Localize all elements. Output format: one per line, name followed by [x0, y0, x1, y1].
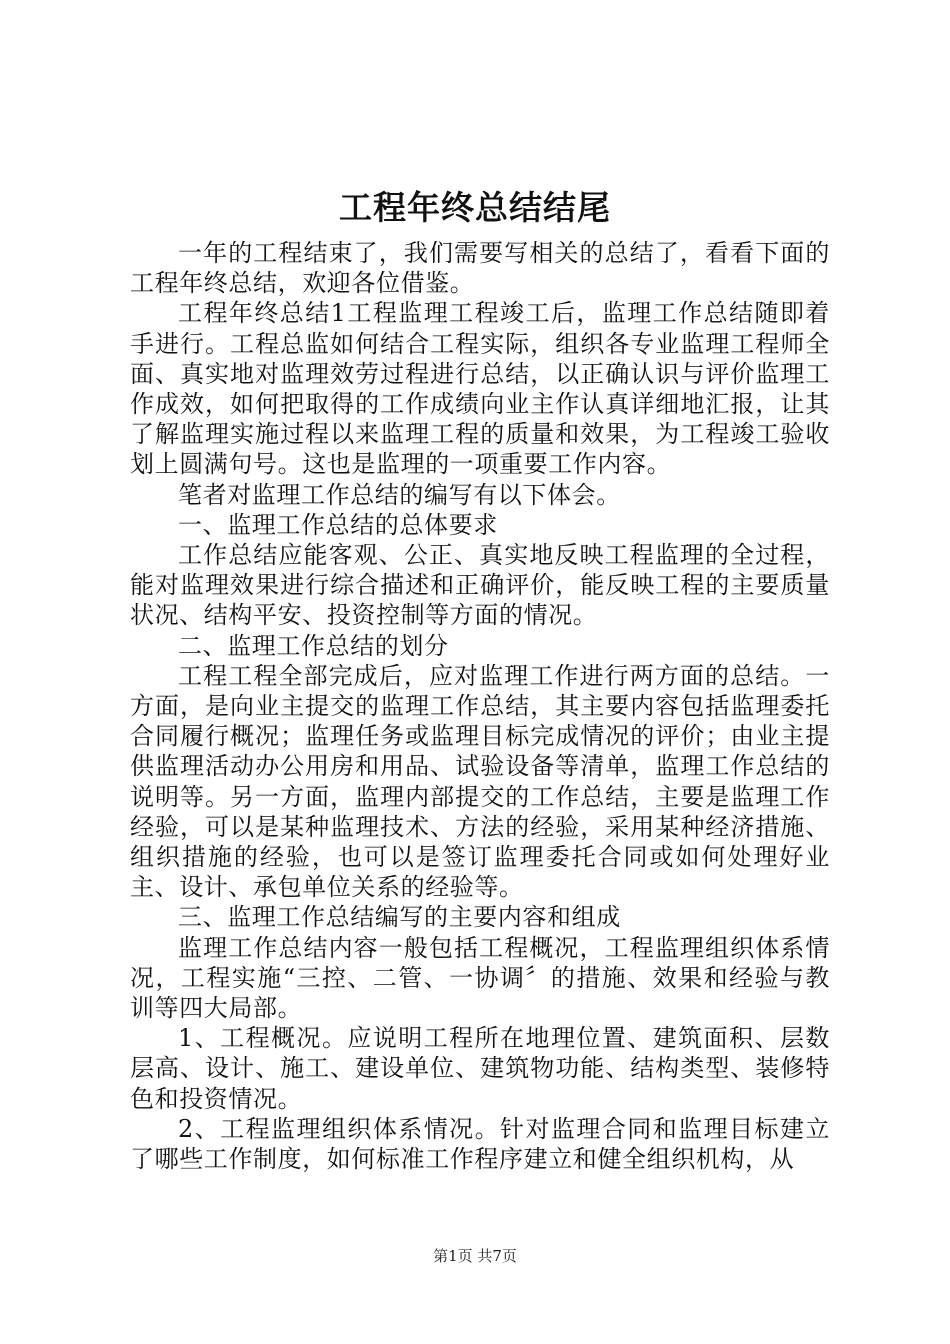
paragraph-author-experience: 笔者对监理工作总结的编写有以下体会。: [178, 480, 621, 509]
paragraph-summary-1: 工程年终总结1工程监理工程竣工后，监理工作总结随即着手进行。工程总监如何结合工程实际，组织各专业监理工程师全面、真实地对监理效劳过程进行总结，以正确认识与评价监理工作成效，如何把取得的工作成绩向业主作认真详细地汇报，让其了解监理实施过程以来监理工程的质量和效果，为工程竣工验收划上圆满句号。这也是监理的一项重要工作内容。: [130, 299, 830, 479]
paragraph-requirements: 工作总结应能客观、公正、真实地反映工程监理的全过程，能对监理效果进行综合描述和正确评价，能反映工程的主要质量状况、结构平安、投资控制等方面的情况。: [130, 541, 830, 630]
document-title: 工程年终总结结尾: [339, 188, 611, 227]
document-body: [130, 238, 830, 1174]
paragraph-intro: 一年的工程结束了，我们需要写相关的总结了，看看下面的工程年终总结，欢迎各位借鉴。: [130, 239, 830, 298]
section-heading-2: 二、监理工作总结的划分: [178, 631, 449, 660]
paragraph-project-overview: 1、工程概况。应说明工程所在地理位置、建筑面积、层数层高、设计、施工、建设单位、建筑物功能、结构类型、装修特色和投资情况。: [130, 1024, 830, 1113]
section-heading-3: 三、监理工作总结编写的主要内容和组成: [178, 903, 621, 932]
paragraph-division: 工程工程全部完成后，应对监理工作进行两方面的总结。一方面，是向业主提交的监理工作总结，其主要内容包括监理委托合同履行概况；监理任务或监理目标完成情况的评价；由业主提供监理活动办公用房和用品、试验设备等清单，监理工作总结的说明等。另一方面，监理内部提交的工作总结，主要是监理工作经验，可以是某种监理技术、方法的经验，采用某种经济措施、组织措施的经验，也可以是签订监理委托合同或如何处理好业主、设计、承包单位关系的经验等。: [130, 661, 830, 902]
paragraph-contents: 监理工作总结内容一般包括工程概况，工程监理组织体系情况，工程实施“三控、二管、一协调〞的措施、效果和经验与教训等四大局部。: [130, 933, 830, 1023]
section-heading-1: 一、监理工作总结的总体要求: [178, 510, 498, 539]
page-number: 第1页 共7页: [433, 1247, 517, 1265]
paragraph-organization: 2、工程监理组织体系情况。针对监理合同和监理目标建立了哪些工作制度，如何标准工作程序建立和健全组织机构，从: [130, 1114, 830, 1174]
